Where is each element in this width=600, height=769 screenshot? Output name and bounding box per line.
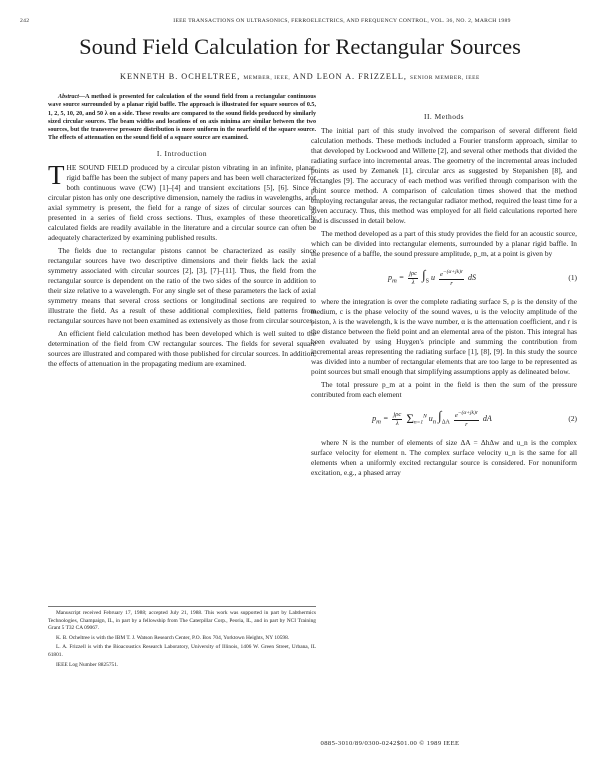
methods-paragraph-4: The total pressure p_m at a point in the field is then the sum of the pressure contributed from each element xyxy=(311,380,577,399)
abstract-label: Abstract xyxy=(58,94,79,100)
footnotes xyxy=(48,606,316,671)
methods-paragraph-5: where N is the number of elements of size ΔA = ΔhΔw and u_n is the complex surface velocity for element n. The complex surface velocity u_n is the same for all elements when a uniformly excited rectangular source is considered. For nonuniform excitation, e.g., a phased array xyxy=(311,438,577,477)
equation-2-number: (2) xyxy=(568,414,577,423)
copyright-line: 0885-3010/89/0300-0242$01.00 © 1989 IEEE xyxy=(320,740,460,747)
left-column xyxy=(48,93,316,372)
methods-paragraph-3: where the integration is over the complete radiating surface S, ρ is the density of the medium, c is the phase velocity of the sound waves, u is the velocity amplitude of the piston, λ is the wavelength, k is the wave number, α is the attenuation coefficient, and r is the distance between the field point and an elemental area of the piston. This integral has been evaluated by using Huygen's principle and summing the contribution from incremental areas representing the radiating surface [1], [8], [9]. In this study the source was divided into a number of rectangular elements that are too large to be represented as point sources but small enough that simplifying assumptions apply as delineated below. xyxy=(311,297,577,376)
intro-paragraph-2: The fields due to rectangular pistons cannot be characterized as easily since rectangular sources have two descriptive dimensions and their fields lack the axial symmetry associated with circular sources [2], [3], [7]–[11]. Thus, the field from the rectangular source is dependent on the ratio of the two sides of the source in addition to their size relative to a wavelength. For any single set of these parameters the lack of axial symmetry means that several cross sections or longitudinal sections are required to illustrate the field. As a result of these additional complexities, field patterns from rectangular sources have not been examined as extensively as those from circular sources. xyxy=(48,245,316,325)
equation-2 xyxy=(311,407,577,431)
footnote-log-number: IEEE Log Number 8825751. xyxy=(56,661,119,668)
equation-1-expression: $p_m$ = $\frac{\text{jρc}}{\lambda}$ $\int_S$ u $\frac{e^{-(\alpha+jk)r}}{r}$ dS xyxy=(387,266,477,288)
intro-paragraph-1 xyxy=(48,159,316,243)
methods-heading: II. Methods xyxy=(424,112,464,121)
author-conjunction: AND xyxy=(292,72,314,81)
footnote-author-2: L. A. Frizzell is with the Bioacoustics Research Laboratory, University of Illinois, 1406 W. Green Street, Urbana, IL 61801. xyxy=(48,644,316,658)
author-2-name: LEON A. FRIZZELL, xyxy=(316,72,407,81)
intro-paragraph-3: An efficient field calculation method has been developed which is well suited to the determination of the field from CW rectangular sources. The fields for several square sources are illustrated and compared with those published for circular sources. In addition, the effects of attenuation in the propagating medium are examined. xyxy=(48,328,316,368)
drop-cap: T xyxy=(48,159,65,190)
author-1-name: KENNETH B. OCHELTREE, xyxy=(120,72,241,81)
footnote-author-1: K. B. Ocheltree is with the IBM T. J. Watson Research Center, P.O. Box 704, Yorktown Heights, NY 10598. xyxy=(56,634,290,641)
methods-paragraph-1: The initial part of this study involved the comparison of several different field calculation methods. These methods included a Fourier transform approach, similar to that developed by Lockwood and Willette [2], and several other methods that divided the radiating surface into incremental areas. The geometry of the incremental areas included points as used by Zemanek [1], circular arcs as suggested by Stepanishen [8], and rectangles [9]. The accuracy of each method was verified through comparison with the point source method. A comparison of calculation times showed that the method employing rectangular areas, the rectangular radiator method, required the least time for a given accuracy. Thus, this method was employed for all field calculations reported here and is discussed in detail below. xyxy=(311,126,577,225)
author-1-grade: MEMBER, IEEE, xyxy=(243,75,291,81)
right-column xyxy=(311,112,577,481)
intro-paragraph-1-text: produced by a circular piston vibrating in an infinite, planar, rigid baffle has been the subject of many papers and has been well characterized for both continuous wave (CW) [1]–[4] and transient excitations [5], [6]. Since a circular piston has only one descriptive dimension, namely the radius in wavelengths, and axial symmetry is present, the field for a range of sizes of circular sources can be presented in a series of field cross sections. Thus, examples of these theoretically calculated fields are readily available in the literature and a circular source can often be adequately characterized by examining published results. xyxy=(48,162,316,242)
author-line xyxy=(20,72,580,81)
methods-paragraph-2: The method developed as a part of this study provides the field for an acoustic source, which can be divided into rectangular elements, surrounded by a planar rigid baffle. In the presence of a baffle, the sound pressure amplitude, p_m, at a point is given by xyxy=(311,229,577,258)
paper-title: Sound Field Calculation for Rectangular Sources xyxy=(79,34,521,59)
intro-heading: I. Introduction xyxy=(156,148,208,158)
page-number: 242 xyxy=(20,18,30,24)
equation-1-number: (1) xyxy=(568,273,577,282)
intro-first-words: HE SOUND FIELD xyxy=(66,162,129,172)
journal-header: IEEE TRANSACTIONS ON ULTRASONICS, FERROELECTRICS, AND FREQUENCY CONTROL, VOL. 36, NO. 2, MARCH 1989 xyxy=(173,18,511,24)
equation-2-expression: $p_m$ = $\frac{\text{jρc}}{\lambda}$ $\Sigma_{n=1}^N$ $u_n$ $\int_{\Delta A}$ $\frac{e^{-(\alpha+jk)r}}{r}$ dA xyxy=(372,407,492,429)
equation-1 xyxy=(311,266,577,290)
footnote-received: Manuscript received February 17, 1988; accepted July 21, 1988. This work was supported in part by Labthermics Technologies, Champaign, IL, in part by a fellowship from The Caterpillar Corp., Peoria, IL, and in part by NCI Training Grant 5 T32 CA 09067. xyxy=(48,610,316,632)
abstract-text: —A method is presented for calculation of the sound field from a rectangular continuous wave source surrounded by a planar rigid baffle. The approach is illustrated for square sources of 0.5, 1, 2, 5, 10, 20, and 50 λ on a side. These results are compared to the sound fields produced by similarly sized circular sources. The beam widths and locations of on axis minima are similar between the two sources, but the transverse pressure distribution is more uniform in the nearfield of the square source. The effects of attenuation on the sound field of a square source are examined. xyxy=(48,94,316,142)
abstract xyxy=(48,93,316,143)
author-2-grade: SENIOR MEMBER, IEEE xyxy=(409,75,480,81)
